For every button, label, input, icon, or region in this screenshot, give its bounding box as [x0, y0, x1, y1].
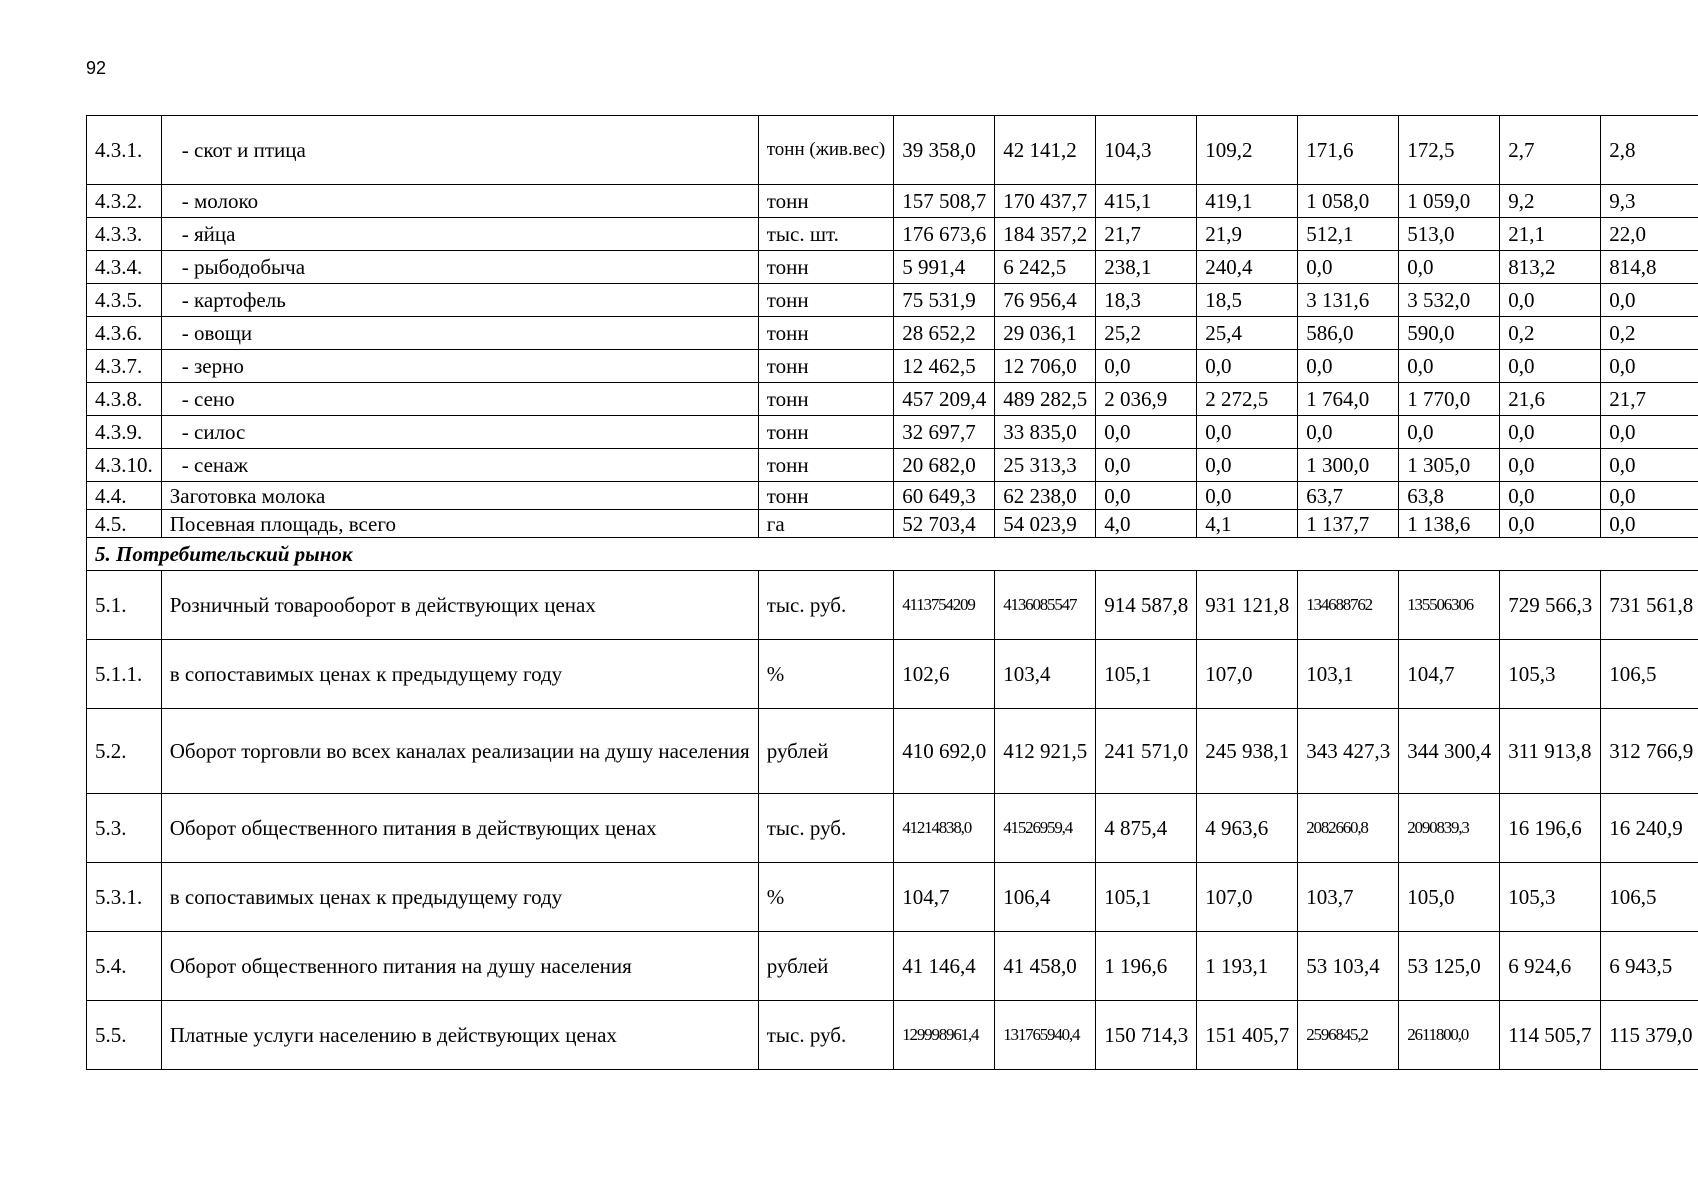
- row-number: 4.3.5.: [87, 284, 162, 317]
- value-cell: 9,2: [1500, 185, 1601, 218]
- value-cell: 586,0: [1298, 317, 1399, 350]
- value-cell: 18,3: [1096, 284, 1197, 317]
- value-cell: 21,1: [1500, 218, 1601, 251]
- value-cell: 33 835,0: [995, 416, 1096, 449]
- row-number: 5.3.: [87, 794, 162, 863]
- value-cell: 103,7: [1298, 863, 1399, 932]
- value-cell: 731 561,8: [1601, 571, 1698, 640]
- row-label: - яйца: [161, 218, 758, 251]
- value-cell: 53 103,4: [1298, 932, 1399, 1001]
- value-cell: 813,2: [1500, 251, 1601, 284]
- row-unit: тонн: [758, 317, 894, 350]
- value-cell: 2611800,0: [1399, 1001, 1500, 1070]
- value-cell: 931 121,8: [1197, 571, 1298, 640]
- row-number: 4.3.4.: [87, 251, 162, 284]
- value-cell: 1 770,0: [1399, 383, 1500, 416]
- row-label: - молоко: [161, 185, 758, 218]
- value-cell: 513,0: [1399, 218, 1500, 251]
- row-unit: рублей: [758, 932, 894, 1001]
- value-cell: 114 505,7: [1500, 1001, 1601, 1070]
- value-cell: 9,3: [1601, 185, 1698, 218]
- value-cell: 1 138,6: [1399, 510, 1500, 538]
- value-cell: 60 649,3: [894, 482, 995, 510]
- value-cell: 590,0: [1399, 317, 1500, 350]
- value-cell: 410 692,0: [894, 709, 995, 794]
- value-cell: 0,0: [1399, 251, 1500, 284]
- value-cell: 0,0: [1399, 416, 1500, 449]
- row-label: - зерно: [161, 350, 758, 383]
- row-number: 4.3.2.: [87, 185, 162, 218]
- value-cell: 25,4: [1197, 317, 1298, 350]
- value-cell: 1 059,0: [1399, 185, 1500, 218]
- value-cell: 0,0: [1096, 350, 1197, 383]
- table-row: [87, 482, 1698, 510]
- table-row: [87, 709, 1698, 794]
- value-cell: 52 703,4: [894, 510, 995, 538]
- row-number: 4.3.10.: [87, 449, 162, 482]
- value-cell: 2082660,8: [1298, 794, 1399, 863]
- value-cell: 102,6: [894, 640, 995, 709]
- value-cell: 29 036,1: [995, 317, 1096, 350]
- value-cell: 18,5: [1197, 284, 1298, 317]
- value-cell: 0,0: [1601, 482, 1698, 510]
- value-cell: 1 300,0: [1298, 449, 1399, 482]
- row-unit: тыс. руб.: [758, 1001, 894, 1070]
- value-cell: 6 924,6: [1500, 932, 1601, 1001]
- value-cell: 151 405,7: [1197, 1001, 1298, 1070]
- table-row: [87, 794, 1698, 863]
- value-cell: 489 282,5: [995, 383, 1096, 416]
- value-cell: 172,5: [1399, 116, 1500, 185]
- table-row: [87, 932, 1698, 1001]
- value-cell: 1 196,6: [1096, 932, 1197, 1001]
- table-row: [87, 416, 1698, 449]
- value-cell: 3 131,6: [1298, 284, 1399, 317]
- value-cell: 814,8: [1601, 251, 1698, 284]
- table-row: [87, 185, 1698, 218]
- value-cell: 105,1: [1096, 863, 1197, 932]
- value-cell: 311 913,8: [1500, 709, 1601, 794]
- row-label: - картофель: [161, 284, 758, 317]
- value-cell: 0,0: [1197, 350, 1298, 383]
- row-number: 4.5.: [87, 510, 162, 538]
- row-unit: га: [758, 510, 894, 538]
- value-cell: 729 566,3: [1500, 571, 1601, 640]
- row-unit: тонн: [758, 482, 894, 510]
- value-cell: 240,4: [1197, 251, 1298, 284]
- row-number: 5.5.: [87, 1001, 162, 1070]
- value-cell: 0,0: [1601, 416, 1698, 449]
- value-cell: 4136085547: [995, 571, 1096, 640]
- value-cell: 2,8: [1601, 116, 1698, 185]
- value-cell: 105,3: [1500, 863, 1601, 932]
- value-cell: 150 714,3: [1096, 1001, 1197, 1070]
- value-cell: 76 956,4: [995, 284, 1096, 317]
- value-cell: 21,7: [1601, 383, 1698, 416]
- value-cell: 241 571,0: [1096, 709, 1197, 794]
- value-cell: 115 379,0: [1601, 1001, 1698, 1070]
- value-cell: 105,3: [1500, 640, 1601, 709]
- value-cell: 42 141,2: [995, 116, 1096, 185]
- value-cell: 0,0: [1500, 350, 1601, 383]
- row-unit: тонн (жив.вес): [758, 116, 894, 185]
- row-unit: тонн: [758, 251, 894, 284]
- row-label: Заготовка молока: [161, 482, 758, 510]
- row-unit: тонн: [758, 449, 894, 482]
- row-number: 4.3.3.: [87, 218, 162, 251]
- row-label: - сено: [161, 383, 758, 416]
- row-unit: тонн: [758, 350, 894, 383]
- value-cell: 1 193,1: [1197, 932, 1298, 1001]
- value-cell: 41214838,0: [894, 794, 995, 863]
- section-row: [87, 538, 1698, 571]
- value-cell: 109,2: [1197, 116, 1298, 185]
- row-label: - рыбодобыча: [161, 251, 758, 284]
- row-number: 4.4.: [87, 482, 162, 510]
- row-label: - овощи: [161, 317, 758, 350]
- value-cell: 2090839,3: [1399, 794, 1500, 863]
- value-cell: 0,0: [1500, 449, 1601, 482]
- value-cell: 41 458,0: [995, 932, 1096, 1001]
- table-row: [87, 251, 1698, 284]
- value-cell: 53 125,0: [1399, 932, 1500, 1001]
- table-body-agriculture: [87, 116, 1698, 1070]
- value-cell: 4 963,6: [1197, 794, 1298, 863]
- row-label: в сопоставимых ценах к предыдущему году: [161, 863, 758, 932]
- value-cell: 171,6: [1298, 116, 1399, 185]
- value-cell: 0,0: [1096, 482, 1197, 510]
- value-cell: 105,0: [1399, 863, 1500, 932]
- value-cell: 170 437,7: [995, 185, 1096, 218]
- value-cell: 157 508,7: [894, 185, 995, 218]
- value-cell: 0,2: [1601, 317, 1698, 350]
- value-cell: 105,1: [1096, 640, 1197, 709]
- value-cell: 131765940,4: [995, 1001, 1096, 1070]
- value-cell: 2,7: [1500, 116, 1601, 185]
- row-number: 4.3.9.: [87, 416, 162, 449]
- value-cell: 176 673,6: [894, 218, 995, 251]
- value-cell: 914 587,8: [1096, 571, 1197, 640]
- value-cell: 135506306: [1399, 571, 1500, 640]
- value-cell: 16 240,9: [1601, 794, 1698, 863]
- value-cell: 415,1: [1096, 185, 1197, 218]
- value-cell: 5 991,4: [894, 251, 995, 284]
- row-number: 4.3.8.: [87, 383, 162, 416]
- row-label: Платные услуги населению в действующих ценах: [161, 1001, 758, 1070]
- section-title: 5. Потребительский рынок: [87, 538, 1698, 571]
- value-cell: 344 300,4: [1399, 709, 1500, 794]
- value-cell: 129998961,4: [894, 1001, 995, 1070]
- value-cell: 0,2: [1500, 317, 1601, 350]
- value-cell: 25 313,3: [995, 449, 1096, 482]
- value-cell: 0,0: [1601, 510, 1698, 538]
- value-cell: 4,1: [1197, 510, 1298, 538]
- row-label: Розничный товарооборот в действующих ценах: [161, 571, 758, 640]
- value-cell: 0,0: [1601, 284, 1698, 317]
- value-cell: 63,7: [1298, 482, 1399, 510]
- value-cell: 3 532,0: [1399, 284, 1500, 317]
- row-label: в сопоставимых ценах к предыдущему году: [161, 640, 758, 709]
- table-row: [87, 1001, 1698, 1070]
- value-cell: 39 358,0: [894, 116, 995, 185]
- value-cell: 184 357,2: [995, 218, 1096, 251]
- row-label: - скот и птица: [161, 116, 758, 185]
- table-row: [87, 640, 1698, 709]
- value-cell: 0,0: [1096, 449, 1197, 482]
- row-number: 5.1.: [87, 571, 162, 640]
- value-cell: 4113754209: [894, 571, 995, 640]
- value-cell: 2 036,9: [1096, 383, 1197, 416]
- value-cell: 6 242,5: [995, 251, 1096, 284]
- row-number: 4.3.1.: [87, 116, 162, 185]
- value-cell: 104,3: [1096, 116, 1197, 185]
- value-cell: 0,0: [1500, 510, 1601, 538]
- value-cell: 106,5: [1601, 640, 1698, 709]
- value-cell: 238,1: [1096, 251, 1197, 284]
- value-cell: 103,4: [995, 640, 1096, 709]
- value-cell: 0,0: [1601, 350, 1698, 383]
- row-number: 5.4.: [87, 932, 162, 1001]
- value-cell: 54 023,9: [995, 510, 1096, 538]
- row-label: Оборот общественного питания в действующих ценах: [161, 794, 758, 863]
- row-unit: %: [758, 863, 894, 932]
- row-unit: тонн: [758, 185, 894, 218]
- value-cell: 106,4: [995, 863, 1096, 932]
- value-cell: 32 697,7: [894, 416, 995, 449]
- table-row: [87, 571, 1698, 640]
- row-label: Оборот общественного питания на душу населения: [161, 932, 758, 1001]
- value-cell: 419,1: [1197, 185, 1298, 218]
- page-number: 92: [86, 58, 107, 78]
- value-cell: 104,7: [894, 863, 995, 932]
- row-number: 5.2.: [87, 709, 162, 794]
- value-cell: 1 305,0: [1399, 449, 1500, 482]
- value-cell: 0,0: [1500, 284, 1601, 317]
- value-cell: 28 652,2: [894, 317, 995, 350]
- row-unit: тыс. руб.: [758, 794, 894, 863]
- value-cell: 0,0: [1096, 416, 1197, 449]
- value-cell: 22,0: [1601, 218, 1698, 251]
- value-cell: 103,1: [1298, 640, 1399, 709]
- value-cell: 0,0: [1298, 416, 1399, 449]
- table-row: [87, 449, 1698, 482]
- table-row: [87, 218, 1698, 251]
- value-cell: 6 943,5: [1601, 932, 1698, 1001]
- value-cell: 107,0: [1197, 863, 1298, 932]
- row-unit: %: [758, 640, 894, 709]
- value-cell: 457 209,4: [894, 383, 995, 416]
- value-cell: 0,0: [1197, 482, 1298, 510]
- value-cell: 107,0: [1197, 640, 1298, 709]
- value-cell: 75 531,9: [894, 284, 995, 317]
- value-cell: 41526959,4: [995, 794, 1096, 863]
- value-cell: 21,9: [1197, 218, 1298, 251]
- value-cell: 16 196,6: [1500, 794, 1601, 863]
- value-cell: 1 764,0: [1298, 383, 1399, 416]
- value-cell: 25,2: [1096, 317, 1197, 350]
- value-cell: 21,6: [1500, 383, 1601, 416]
- value-cell: 0,0: [1500, 482, 1601, 510]
- value-cell: 41 146,4: [894, 932, 995, 1001]
- row-number: 4.3.6.: [87, 317, 162, 350]
- value-cell: 0,0: [1298, 350, 1399, 383]
- value-cell: 2596845,2: [1298, 1001, 1399, 1070]
- value-cell: 343 427,3: [1298, 709, 1399, 794]
- row-number: 4.3.7.: [87, 350, 162, 383]
- table-row: [87, 284, 1698, 317]
- value-cell: 0,0: [1298, 251, 1399, 284]
- row-label: Посевная площадь, всего: [161, 510, 758, 538]
- value-cell: 312 766,9: [1601, 709, 1698, 794]
- row-number: 5.1.1.: [87, 640, 162, 709]
- row-unit: тыс. руб.: [758, 571, 894, 640]
- value-cell: 2 272,5: [1197, 383, 1298, 416]
- row-unit: тыс. шт.: [758, 218, 894, 251]
- value-cell: 0,0: [1601, 449, 1698, 482]
- value-cell: 0,0: [1500, 416, 1601, 449]
- value-cell: 62 238,0: [995, 482, 1096, 510]
- value-cell: 4 875,4: [1096, 794, 1197, 863]
- value-cell: 512,1: [1298, 218, 1399, 251]
- row-number: 5.3.1.: [87, 863, 162, 932]
- value-cell: 1 137,7: [1298, 510, 1399, 538]
- row-unit: тонн: [758, 284, 894, 317]
- table-row: [87, 317, 1698, 350]
- table-row: [87, 383, 1698, 416]
- value-cell: 12 706,0: [995, 350, 1096, 383]
- row-label: Оборот торговли во всех каналах реализации на душу населения: [161, 709, 758, 794]
- row-unit: тонн: [758, 383, 894, 416]
- data-table: [86, 115, 1698, 1070]
- row-label: - сенаж: [161, 449, 758, 482]
- value-cell: 104,7: [1399, 640, 1500, 709]
- value-cell: 20 682,0: [894, 449, 995, 482]
- value-cell: 12 462,5: [894, 350, 995, 383]
- value-cell: 21,7: [1096, 218, 1197, 251]
- value-cell: 134688762: [1298, 571, 1399, 640]
- value-cell: 106,5: [1601, 863, 1698, 932]
- value-cell: 1 058,0: [1298, 185, 1399, 218]
- table-row: [87, 350, 1698, 383]
- row-unit: тонн: [758, 416, 894, 449]
- table-row: [87, 863, 1698, 932]
- value-cell: 63,8: [1399, 482, 1500, 510]
- row-unit: рублей: [758, 709, 894, 794]
- value-cell: 0,0: [1399, 350, 1500, 383]
- value-cell: 4,0: [1096, 510, 1197, 538]
- value-cell: 412 921,5: [995, 709, 1096, 794]
- value-cell: 0,0: [1197, 416, 1298, 449]
- value-cell: 245 938,1: [1197, 709, 1298, 794]
- table-row: [87, 116, 1698, 185]
- row-label: - силос: [161, 416, 758, 449]
- table-row: [87, 510, 1698, 538]
- value-cell: 0,0: [1197, 449, 1298, 482]
